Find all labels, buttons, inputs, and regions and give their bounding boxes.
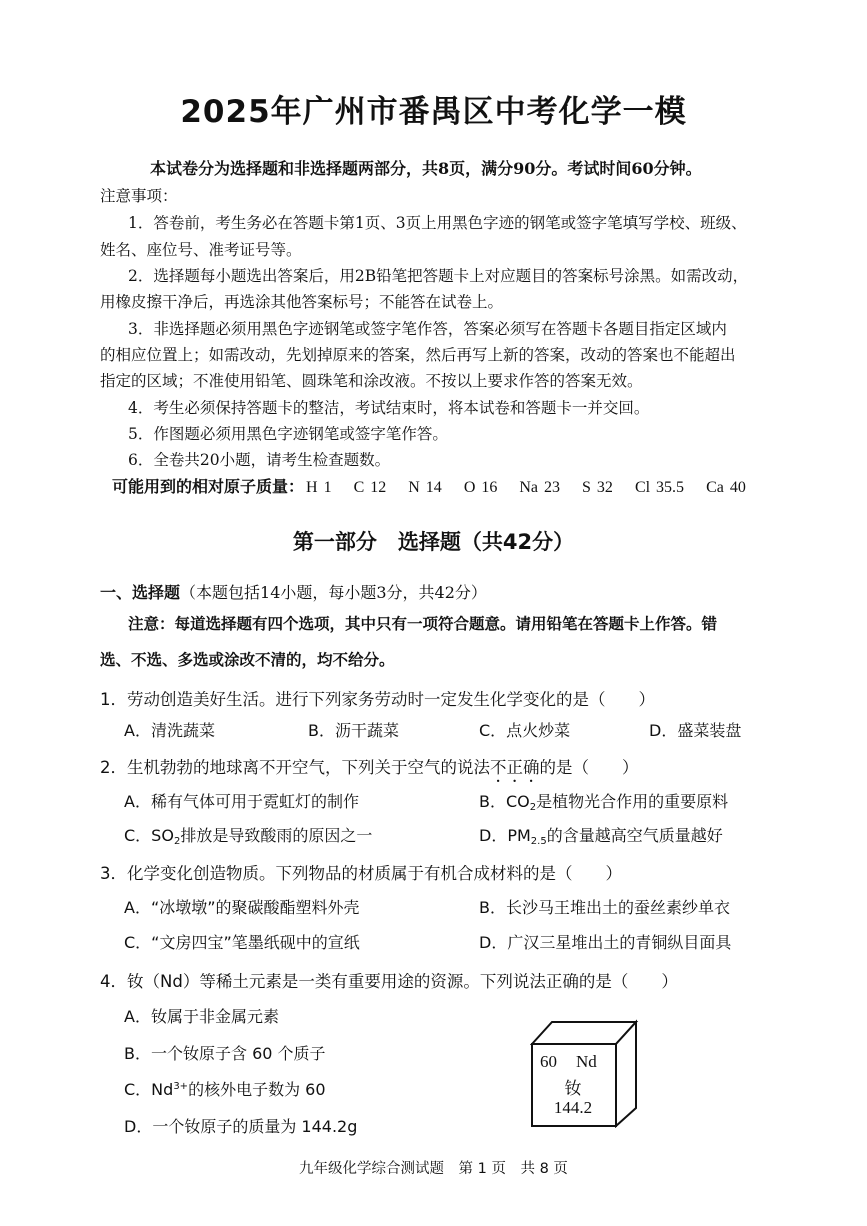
q2-d-sub: 2.5 — [530, 836, 547, 847]
note-1-line-1: 1．答卷前，考生务必在答题卡第1页、3页上用黑色字迹的钢笔或签字笔填写学校、班级、 — [128, 214, 747, 232]
mass-na: Na 23 — [519, 479, 561, 496]
mass-o: O 16 — [463, 479, 498, 496]
q2-b-post: 是植物光合作用的重要原料 — [536, 792, 729, 811]
question-2-stem — [100, 754, 639, 786]
q2-option-d — [479, 823, 723, 847]
q2-option-a: A．稀有气体可用于霓虹灯的制作 — [124, 792, 359, 811]
q2-c-post: 排放是导致酸雨的原因之一 — [180, 826, 373, 845]
q4-option-a: A．钕属于非金属元素 — [124, 1007, 279, 1026]
q2-option-b — [479, 789, 728, 813]
atomic-masses — [112, 474, 746, 497]
atomic-masses-label: 可能用到的相对原子质量： — [112, 477, 305, 496]
q2-option-c — [124, 823, 372, 847]
q1-option-a: A．清洗蔬菜 — [124, 721, 215, 740]
question-3-stem: 3．化学变化创造物质。下列物品的材质属于有机合成材料的是（ ） — [100, 864, 622, 883]
q1-option-c: C．点火炒菜 — [479, 721, 571, 740]
q3-option-c: C．“文房四宝”笔墨纸砚中的宣纸 — [124, 933, 360, 952]
question-4-stem: 4．钕（Nd）等稀土元素是一类有重要用途的资源。下列说法正确的是（ ） — [100, 972, 678, 991]
q2-d-pre: D．PM — [479, 826, 531, 845]
mass-s: S 32 — [582, 479, 613, 496]
element-atomic-number: 60 — [540, 1052, 557, 1071]
section-label: 一、选择题 — [100, 583, 181, 602]
section-desc: （本题包括14小题，每小题3分，共42分） — [180, 583, 487, 602]
q2-stem-emphasis: 不正确 — [490, 758, 540, 777]
q4-option-b: B．一个钕原子含 60 个质子 — [124, 1044, 326, 1063]
attention-line-1: 注意：每道选择题有四个选项，其中只有一项符合题意。请用铅笔在答题卡上作答。错 — [128, 614, 718, 633]
q2-stem-pre: 2．生机勃勃的地球离不开空气，下列关于空气的说法 — [100, 758, 490, 777]
note-3-line-3: 指定的区域；不准使用铅笔、圆珠笔和涂改液。不按以上要求作答的答案无效。 — [100, 372, 643, 390]
q2-d-post: 的含量越高空气质量越好 — [546, 826, 723, 845]
element-mass: 144.2 — [553, 1098, 593, 1117]
q1-option-b: B．沥干蔬菜 — [308, 721, 399, 740]
notes-heading: 注意事项： — [100, 187, 178, 205]
element-name: 钕 — [564, 1079, 582, 1099]
q4-option-c — [124, 1077, 326, 1100]
note-2-line-1: 2．选择题每小题选出答案后，用2B铅笔把答题卡上对应题目的答案标号涂黑。如需改动， — [128, 267, 749, 285]
note-3-line-2: 的相应位置上；如需改动，先划掉原来的答案，然后再写上新的答案，改动的答案也不能超出 — [100, 346, 736, 364]
q2-stem-post: 的是（ ） — [539, 758, 639, 777]
element-card-neodymium — [530, 1018, 640, 1128]
note-5: 5．作图题必须用黑色字迹钢笔或签字笔作答。 — [128, 425, 448, 443]
q3-option-b: B．长沙马王堆出土的蚕丝素纱单衣 — [479, 898, 730, 917]
q2-c-sub: 2 — [173, 836, 181, 847]
mass-ca: Ca 40 — [706, 479, 746, 496]
q4-c-sup: 3+ — [173, 1081, 189, 1092]
q1-option-d: D．盛菜装盘 — [649, 721, 742, 740]
q2-b-pre: B．CO — [479, 792, 530, 811]
mass-h: H 1 — [306, 479, 332, 496]
mass-n: N 14 — [408, 479, 442, 496]
note-4: 4．考生必须保持答题卡的整洁，考试结束时，将本试卷和答题卡一并交回。 — [128, 399, 650, 417]
q2-b-sub: 2 — [529, 802, 537, 813]
question-1-stem: 1．劳动创造美好生活。进行下列家务劳动时一定发生化学变化的是（ ） — [100, 690, 655, 709]
attention-line-2: 选、不选、多选或涂改不清的，均不给分。 — [100, 650, 395, 669]
q4-option-d: D．一个钕原子的质量为 144.2g — [124, 1117, 358, 1136]
q3-option-a: A．“冰墩墩”的聚碳酸酯塑料外壳 — [124, 898, 360, 917]
note-3-line-1: 3．非选择题必须用黑色字迹钢笔或签字笔作答，答案必须写在答题卡各题目指定区域内 — [128, 320, 727, 338]
exam-intro: 本试卷分为选择题和非选择题两部分，共8页，满分90分。考试时间60分钟。 — [150, 159, 702, 178]
part-title: 第一部分 选择题（共42分） — [292, 530, 575, 554]
page-title: 2025年广州市番禺区中考化学一模 — [180, 94, 687, 130]
q4-c-post: 的核外电子数为 60 — [188, 1080, 326, 1099]
section-heading — [100, 580, 487, 603]
note-1-line-2: 姓名、座位号、准考证号等。 — [100, 241, 302, 259]
q4-c-pre: C．Nd — [124, 1080, 174, 1099]
mass-cl: Cl 35.5 — [634, 479, 685, 496]
page-footer: 九年级化学综合测试题 第 1 页 共 8 页 — [299, 1161, 568, 1177]
note-6: 6．全卷共20小题，请考生检查题数。 — [128, 451, 391, 469]
q3-option-d: D．广汉三星堆出土的青铜纵目面具 — [479, 933, 732, 952]
note-2-line-2: 用橡皮擦干净后，再选涂其他答案标号；不能答在试卷上。 — [100, 293, 504, 311]
element-symbol: Nd — [576, 1052, 597, 1071]
mass-c: C 12 — [353, 479, 387, 496]
q2-c-pre: C．SO — [124, 826, 174, 845]
